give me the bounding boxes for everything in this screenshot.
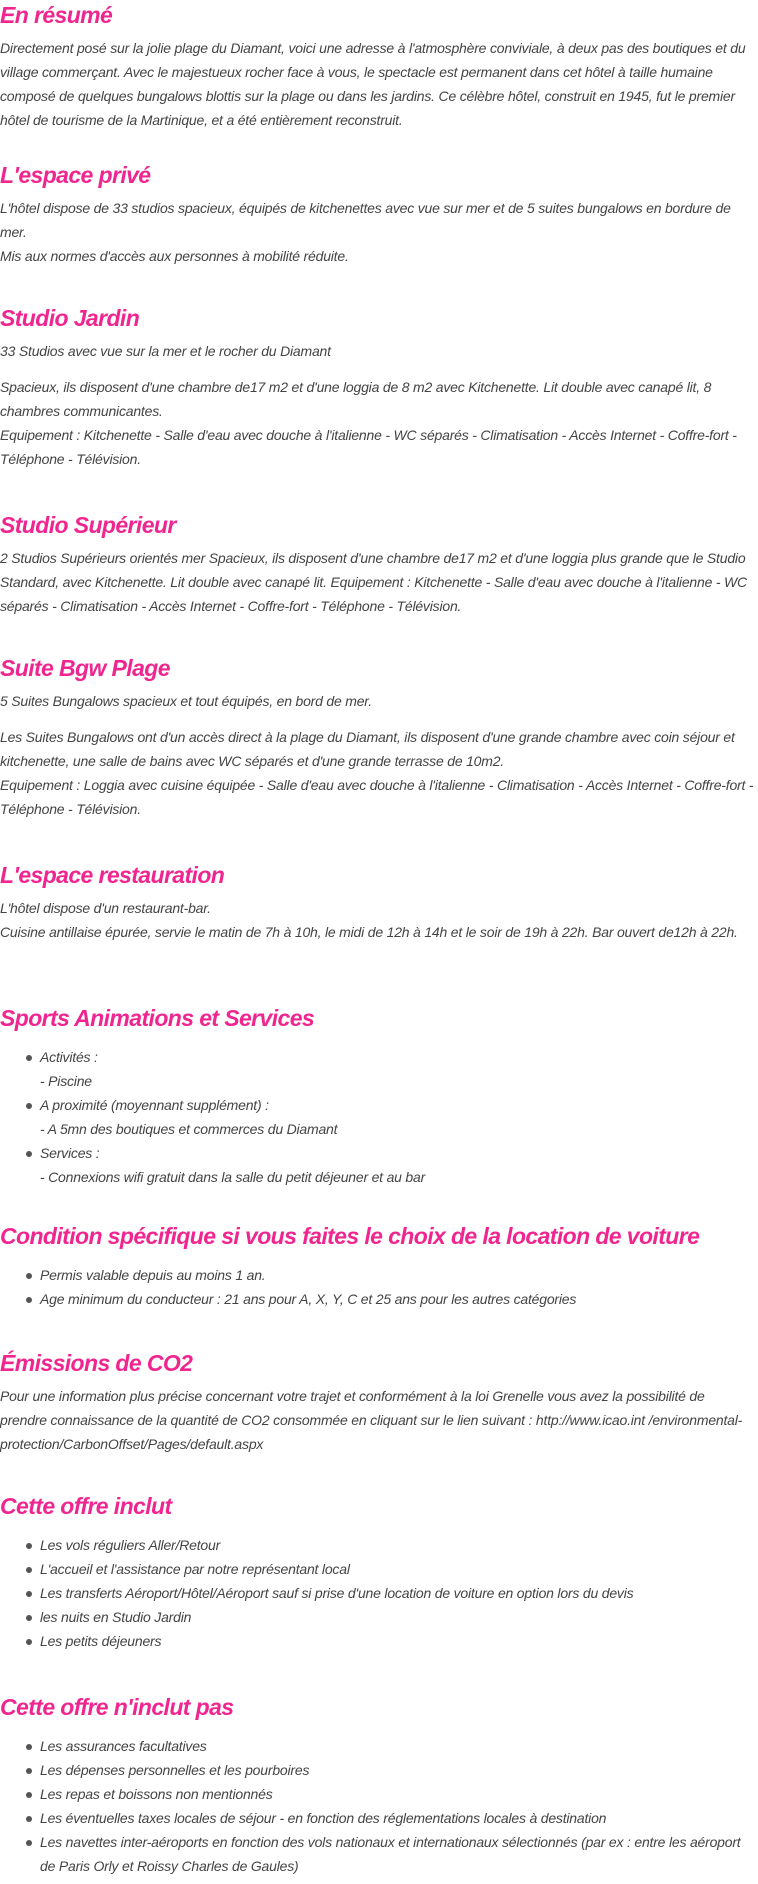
inclut-item-text: Les petits déjeuners: [40, 1633, 162, 1649]
section-suite-bgw-plage: [0, 653, 754, 860]
bullet-icon: [26, 1615, 32, 1621]
condition-item-text: Age minimum du conducteur : 21 ans pour A, X, Y, C et 25 ans pour les autres catégories: [40, 1291, 577, 1307]
list-item: [40, 1263, 754, 1287]
exclut-item-text: Les navettes inter-aéroports en fonction des vols nationaux et internationaux sélectionnés (par ex : entre les aéroport de Paris Orly et Roissy Charles de Gaules): [40, 1834, 741, 1874]
list-item: [40, 1782, 754, 1806]
sports-item-label: Activités :: [40, 1049, 98, 1065]
exclut-item-text: Les dépenses personnelles et les pourboires: [40, 1762, 310, 1778]
list-item: [40, 1557, 754, 1581]
resume-paragraph: Directement posé sur la jolie plage du Diamant, voici une adresse à l'atmosphère conviviale, à deux pas des boutiques et du village commerçant. Avec le majestueux rocher face à vous, le spectacle est permanent dans cet hôtel à taille humaine composé de quelques bungalows blottis sur la plage ou dans les jardins. Ce célèbre hôtel, construit en 1945, fut le premier hôtel de tourisme de la Martinique, et a été entièrement reconstruit.: [0, 40, 746, 128]
section-title-espace-restauration: L'espace restauration: [0, 862, 225, 888]
bullet-icon: [26, 1744, 32, 1750]
section-studio-jardin: [0, 303, 754, 510]
section-espace-restauration: [0, 860, 754, 1003]
restauration-line: Cuisine antillaise épurée, servie le matin de 7h à 10h, le midi de 12h à 14h et le soir de 19h à 22h. Bar ouvert de12h à 22h.: [0, 924, 738, 940]
list-item: [40, 1533, 754, 1557]
exclut-item-text: Les éventuelles taxes locales de séjour - en fonction des réglementations locales à destination: [40, 1810, 607, 1826]
sports-item-label: A proximité (moyennant supplément) :: [40, 1097, 269, 1113]
exclut-list: [0, 1734, 754, 1878]
sports-list: [0, 1045, 754, 1189]
section-title-espace-prive: L'espace privé: [0, 162, 151, 188]
studio-jardin-intro: 33 Studios avec vue sur la mer et le rocher du Diamant: [0, 343, 331, 359]
bullet-icon: [26, 1591, 32, 1597]
section-title-studio-superieur: Studio Supérieur: [0, 512, 176, 538]
suite-bgw-intro: 5 Suites Bungalows spacieux et tout équipés, en bord de mer.: [0, 693, 372, 709]
exclut-item-text: Les repas et boissons non mentionnés: [40, 1786, 273, 1802]
section-title-condition: Condition spécifique si vous faites le choix de la location de voiture: [0, 1223, 700, 1249]
list-item: [40, 1581, 754, 1605]
exclut-item-text: Les assurances facultatives: [40, 1738, 207, 1754]
bullet-icon: [26, 1103, 32, 1109]
section-resume: [0, 0, 754, 160]
restauration-text: [0, 896, 754, 944]
section-condition-location-voiture: [0, 1221, 754, 1348]
section-title-resume: En résumé: [0, 2, 113, 28]
section-title-inclut: Cette offre inclut: [0, 1493, 172, 1519]
section-title-co2: Émissions de CO2: [0, 1350, 193, 1376]
espace-prive-text: [0, 196, 754, 268]
bullet-icon: [26, 1543, 32, 1549]
section-title-exclut: Cette offre n'inclut pas: [0, 1694, 234, 1720]
bullet-icon: [26, 1567, 32, 1573]
inclut-list: [0, 1533, 754, 1653]
list-item: [40, 1045, 754, 1093]
list-item: [40, 1806, 754, 1830]
sports-item-detail: - A 5mn des boutiques et commerces du Diamant: [40, 1121, 338, 1137]
inclut-item-text: Les transferts Aéroport/Hôtel/Aéroport sauf si prise d'une location de voiture en option lors du devis: [40, 1585, 634, 1601]
list-item: [40, 1758, 754, 1782]
bullet-icon: [26, 1055, 32, 1061]
suite-bgw-description: Les Suites Bungalows ont d'un accès direct à la plage du Diamant, ils disposent d'une grande chambre avec coin séjour et kitchenette, une salle de bains avec WC séparés et d'une grande terrasse de 10m2.: [0, 729, 735, 769]
bullet-icon: [26, 1273, 32, 1279]
sports-item-detail: - Piscine: [40, 1073, 92, 1089]
sports-item-label: Services :: [40, 1145, 100, 1161]
section-studio-superieur: [0, 510, 754, 653]
studio-jardin-details: [0, 375, 754, 471]
bullet-icon: [26, 1840, 32, 1846]
bullet-icon: [26, 1816, 32, 1822]
list-item: [40, 1287, 754, 1311]
list-item: [40, 1734, 754, 1758]
list-item: [40, 1830, 754, 1878]
condition-item-text: Permis valable depuis au moins 1 an.: [40, 1267, 266, 1283]
bullet-icon: [26, 1297, 32, 1303]
section-title-studio-jardin: Studio Jardin: [0, 305, 140, 331]
espace-prive-line: L'hôtel dispose de 33 studios spacieux, équipés de kitchenettes avec vue sur mer et de 5 suites bungalows en bordure de mer.: [0, 200, 731, 240]
restauration-line: L'hôtel dispose d'un restaurant-bar.: [0, 900, 211, 916]
studio-superieur-paragraph: 2 Studios Supérieurs orientés mer Spacieux, ils disposent d'une chambre de17 m2 et d'une loggia plus grande que le Studio Standard, avec Kitchenette. Lit double avec canapé lit. Equipement : Kitchenette - Salle d'eau avec douche à l'italienne - WC séparés - Climatisation - Accès Internet - Coffre-fort - Téléphone - Télévision.: [0, 550, 747, 614]
studio-jardin-description: Spacieux, ils disposent d'une chambre de17 m2 et d'une loggia de 8 m2 avec Kitchenette. Lit double avec canapé lit, 8 chambres communicantes.: [0, 379, 712, 419]
inclut-item-text: L'accueil et l'assistance par notre représentant local: [40, 1561, 350, 1577]
bullet-icon: [26, 1792, 32, 1798]
sports-item-detail: - Connexions wifi gratuit dans la salle du petit déjeuner et au bar: [40, 1169, 426, 1185]
section-sports-animations-services: [0, 1003, 754, 1221]
list-item: [40, 1605, 754, 1629]
section-espace-prive: [0, 160, 754, 303]
section-offre-n-inclut-pas: [0, 1692, 754, 1878]
suite-bgw-equipment: Equipement : Loggia avec cuisine équipée - Salle d'eau avec douche à l'italienne - Climatisation - Accès Internet - Coffre-fort - Téléphone - Télévision.: [0, 777, 754, 817]
bullet-icon: [26, 1768, 32, 1774]
inclut-item-text: les nuits en Studio Jardin: [40, 1609, 192, 1625]
list-item: [40, 1629, 754, 1653]
bullet-icon: [26, 1639, 32, 1645]
co2-paragraph: Pour une information plus précise concernant votre trajet et conformément à la loi Grenelle vous avez la possibilité de prendre connaissance de la quantité de CO2 consommée en cliquant sur le lien suivant : http://www.icao.int /environmental-protection/CarbonOffset/Pages/default.aspx: [0, 1388, 743, 1452]
suite-bgw-details: [0, 725, 754, 821]
section-title-sports: Sports Animations et Services: [0, 1005, 315, 1031]
espace-prive-line: Mis aux normes d'accès aux personnes à mobilité réduite.: [0, 248, 349, 264]
section-emissions-co2: [0, 1348, 754, 1491]
condition-list: [0, 1263, 754, 1311]
section-title-suite-bgw-plage: Suite Bgw Plage: [0, 655, 170, 681]
bullet-icon: [26, 1151, 32, 1157]
list-item: [40, 1141, 754, 1189]
inclut-item-text: Les vols réguliers Aller/Retour: [40, 1537, 221, 1553]
section-offre-inclut: [0, 1491, 754, 1692]
list-item: [40, 1093, 754, 1141]
studio-jardin-equipment: Equipement : Kitchenette - Salle d'eau avec douche à l'italienne - WC séparés - Climatisation - Accès Internet - Coffre-fort - Téléphone - Télévision.: [0, 427, 737, 467]
